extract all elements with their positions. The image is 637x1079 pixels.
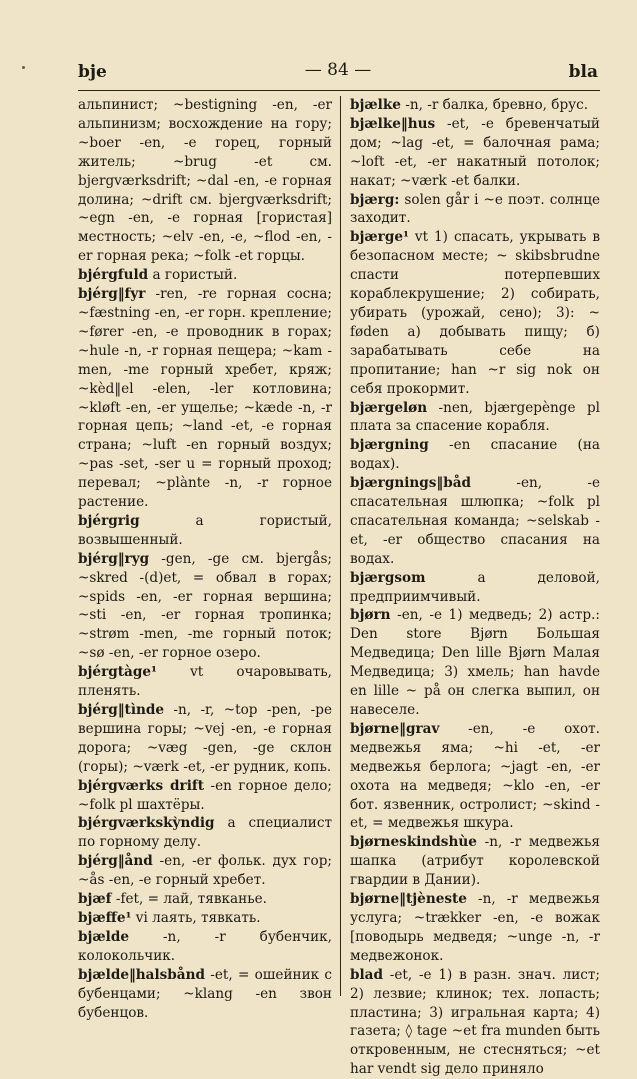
entry-headword: bjérgrig	[78, 512, 140, 529]
entry-headword: bjørn	[350, 607, 391, 624]
dictionary-entry	[78, 285, 332, 512]
entry-headword: bjærgsom	[350, 569, 426, 586]
dictionary-entry	[78, 266, 332, 285]
entry-text: vt очаровывать, пленять.	[78, 664, 332, 700]
header-rule	[78, 90, 600, 91]
column-divider	[340, 96, 341, 996]
dictionary-entry	[350, 474, 600, 569]
entry-headword: bjærg:	[350, 191, 400, 208]
entry-headword: bjérg‖fyr	[78, 286, 146, 303]
entry-headword: bjérgværks drift	[78, 777, 204, 794]
entry-headword: bjærgning	[350, 437, 429, 454]
entry-headword: bjørne‖tjèneste	[350, 891, 467, 908]
header-last-word: bla	[568, 62, 598, 82]
entry-headword: bjælke	[350, 97, 401, 113]
entry-text: -en, -e спасательная шлюпка; ~folk pl спасательная команда; ~selskab -et, -er общество спасания на водах.	[350, 475, 600, 567]
dictionary-entry	[350, 720, 600, 833]
entry-headword: bjørneskindshùe	[350, 834, 477, 851]
entry-text: -n, -r медвежья услуга; ~trækker -en, -e вожак [поводырь медведя; ~unge -n, -r медвежонок.	[350, 891, 600, 964]
entry-text: a деловой, предприимчивый.	[350, 569, 600, 605]
dictionary-entry	[78, 852, 332, 890]
dictionary-entry	[78, 96, 332, 266]
header-first-word: bje	[78, 62, 107, 82]
entry-text: solen går i ~e поэт. солнце заходит.	[350, 191, 600, 227]
dictionary-entry	[78, 814, 332, 852]
entry-text: a гористый, возвышенный.	[78, 512, 332, 548]
entry-text: -n, -r, ~top -pen, -pe вершина горы; ~vej -en, -e горная дорога; ~væg -gen, -ge склон (горы); ~værk -et, -er рудник, копь.	[78, 702, 332, 775]
dictionary-entry	[78, 663, 332, 701]
entry-headword: bjærge¹	[350, 229, 409, 246]
dictionary-entry	[78, 701, 332, 777]
dictionary-entry	[350, 228, 600, 398]
entry-text: -nen, bjærgepènge pl плата за спасение корабля.	[350, 399, 600, 435]
dictionary-entry	[78, 966, 332, 1023]
dictionary-entry	[78, 550, 332, 663]
dictionary-entry	[350, 890, 600, 966]
dictionary-entry	[350, 606, 600, 719]
entry-text: -et, -e бревенчатый дом; ~lag -et, = балочная рама; ~loft -et, -er накатный потолок; накат; ~værk -et балки.	[350, 115, 600, 189]
entry-headword: bjærgeløn	[350, 399, 428, 416]
entry-headword: bjérg‖ånd	[78, 853, 153, 870]
entry-text: -n, -r балка, бревно, брус.	[400, 97, 589, 113]
entry-text: a специалист по горному делу.	[78, 815, 332, 851]
dictionary-entry	[350, 569, 600, 607]
entry-text: -fet, = лай, тявканье.	[111, 891, 267, 908]
entry-text: -n, -r медвежья шапка (атрибут королевской гвардии в Дании).	[350, 834, 600, 889]
entry-text: -en, -e охот. медвежья яма; ~hi -et, -er медвежья берлога; ~jagt -en, -er охота на медведя; ~klo -en, -er бот. язвенник, остролист; ~skind -et, = медвежья шкура.	[350, 720, 600, 832]
entry-text: -en горное дело; ~folk pl шахтёры.	[78, 777, 332, 813]
dictionary-entry	[350, 115, 600, 191]
dictionary-entry	[78, 890, 332, 909]
left-column	[78, 96, 332, 1021]
right-column	[350, 96, 600, 1078]
entry-headword: bjørne‖grav	[350, 720, 440, 737]
dictionary-entry	[350, 96, 600, 115]
entry-headword: bjærgnings‖båd	[350, 475, 472, 492]
page-header	[78, 58, 598, 86]
entry-headword: bjérgtàge¹	[78, 664, 157, 681]
entry-text: -et, = ошейник с бубенцами; ~klang -en звон бубенцов.	[78, 966, 332, 1021]
ink-speck	[22, 66, 25, 69]
entry-text: -n, -r бубенчик, колокольчик.	[78, 928, 332, 964]
dictionary-entry	[78, 909, 332, 928]
entry-headword: bjérg‖tìnde	[78, 702, 165, 718]
page-number: — 84 —	[304, 60, 372, 80]
entry-text: -gen, -ge см. bjergås; ~skred -(d)et, = обвал в горах; ~spids -en, -er горная вершина; ~sti -en, -er горная тропинка; ~strøm -men, -me горный поток; ~sø -en, -er горное озеро.	[78, 550, 332, 662]
dictionary-entry	[350, 966, 600, 1079]
entry-text: -en спасание (на водах).	[350, 437, 600, 473]
entry-headword: bjérgværkskỳndig	[78, 815, 215, 832]
entry-text: vt 1) спасать, укрывать в безопасном месте; ~ skibsbrudne спасти потерпевших кораблекрушение; 2) собирать, убирать (урожай, сено); 3): ~ føden а) добывать пищу; б) зарабатывать себе на пропитание; han ~r sig nok он себя прокормит.	[350, 229, 600, 397]
entry-text: vi лаять, тявкать.	[131, 909, 261, 926]
entry-text: -ren, -re горная сосна; ~fæstning -en, -er горн. крепление; ~fører -en, -e проводник в горах; ~hule -n, -r горная пещера; ~kam -men, -me горный хребет, кряж; ~kèd‖el -elen, -ler котловина; ~kløft -en, -er ущелье; ~kæde -n, -r горная цепь; ~land -et, -e горная страна; ~luft -en горный воздух; ~pas -set, -ser u = горный проход; перевал; ~plànte -n, -r горное растение.	[78, 286, 332, 511]
entry-text: a гористый.	[148, 267, 238, 284]
entry-headword: bjérg‖ryg	[78, 550, 150, 567]
dictionary-entry	[78, 512, 332, 550]
entry-headword: bjælde	[78, 928, 129, 945]
dictionary-entry	[78, 928, 332, 966]
entry-text: альпинист; ~bestigning -en, -er альпинизм; восхождение на гору; ~boer -en, -e горец, горный житель; ~brug -et см. bjergværksdrift; ~dal -en, -e горная долина; ~drift см. bjergværksdrift; ~egn -en, -e горная [гористая] местность; ~elv -en, -e, ~flod -en, -er горная река; ~folk -et горцы.	[78, 97, 332, 265]
entry-headword: blad	[350, 966, 383, 983]
entry-headword: bjælke‖hus	[350, 115, 436, 132]
dictionary-entry	[350, 436, 600, 474]
entry-headword: bjæffe¹	[78, 909, 132, 926]
entry-text: -et, -e 1) в разн. знач. лист; 2) лезвие; клинок; тех. лопасть; пластина; 3) игральная карта; 4) газета; ◊ tage ~et fra munden быть откровенным, не стесняться; ~et har vendt sig дело приняло	[350, 966, 600, 1078]
entry-headword: bjælde‖halsbånd	[78, 966, 206, 983]
dictionary-entry	[350, 399, 600, 437]
dictionary-entry	[350, 833, 600, 890]
dictionary-entry	[350, 191, 600, 229]
entry-text: -en, -er фольк. дух гор; ~ås -en, -e горный хребет.	[78, 853, 332, 889]
entry-headword: bjérgfuld	[78, 267, 149, 284]
entry-headword: bjæf	[78, 891, 112, 908]
entry-text: -en, -e 1) медведь; 2) астр.: Den store Bjørn Большая Медведица; Den lille Bjørn Малая Медведица; 3) хмель; han havde en lille ~ på он слегка выпил, он навеселе.	[350, 607, 600, 718]
dictionary-entry	[78, 777, 332, 815]
